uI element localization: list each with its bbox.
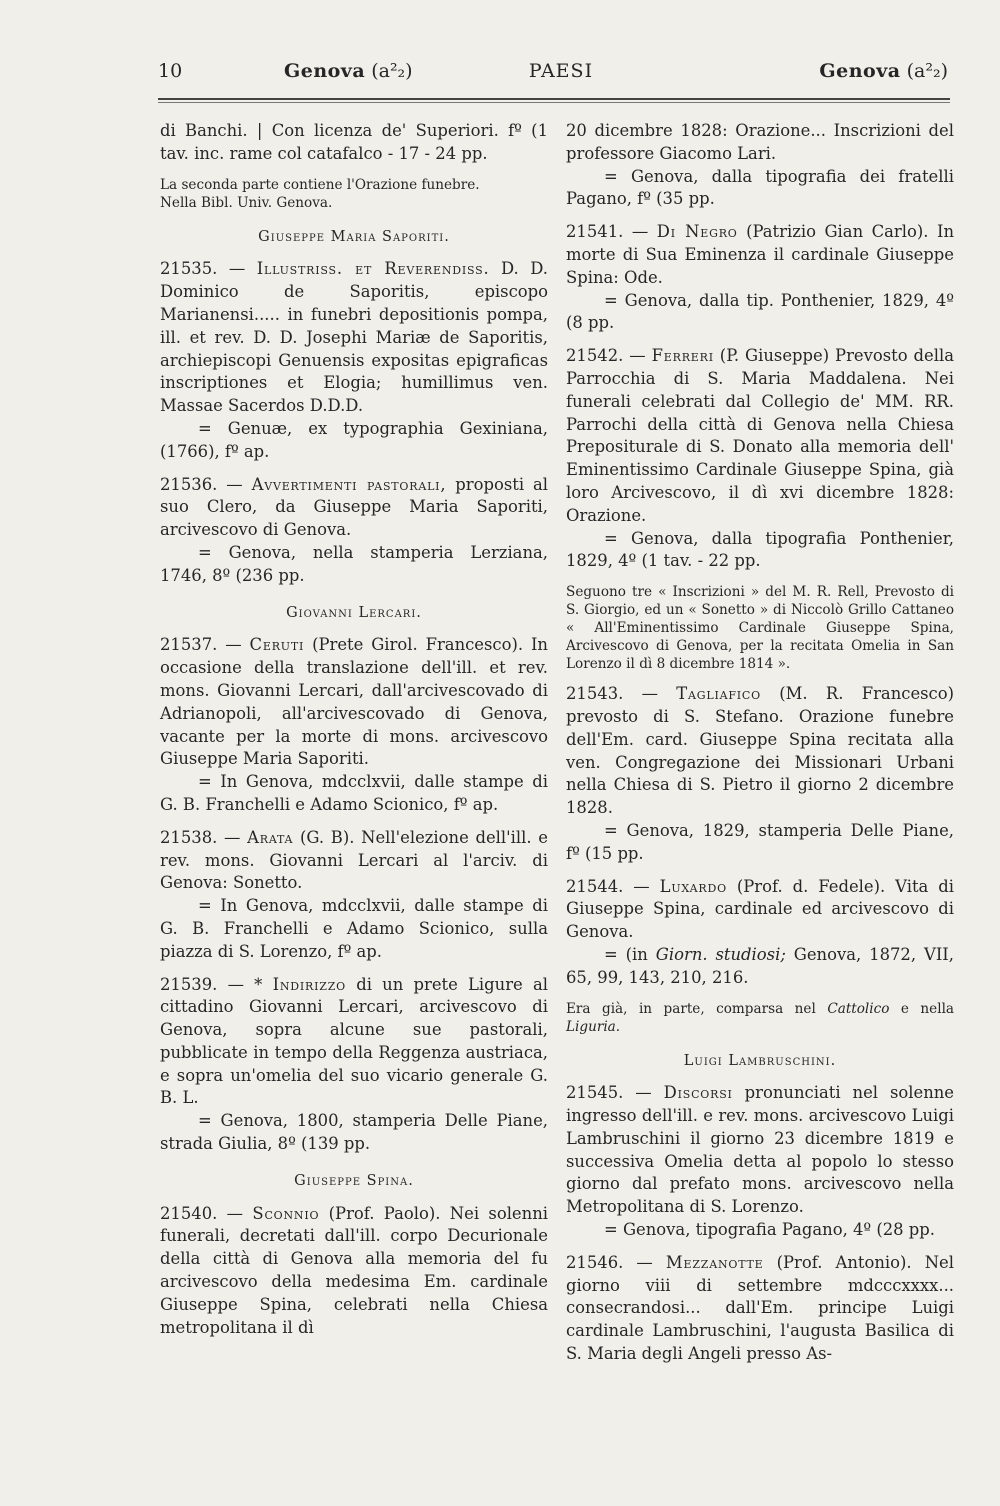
entry-21539 — [160, 974, 548, 1156]
entry-title: Arata — [247, 827, 294, 847]
entry-note: La seconda parte contiene l'Orazione funebre. Nella Bibl. Univ. Genova. — [160, 176, 480, 211]
entry-imprint: = Genuæ, ex typographia Gexiniana, (1766), fº ap. — [160, 418, 548, 461]
entry-body: proposti al suo Clero, da Giuseppe Maria Saporiti, arcivescovo di Genova. — [160, 474, 548, 540]
page-number: 10 — [158, 60, 183, 82]
entry-body: di un prete Ligure al cittadino Giovanni Lercari, arcivescovo di Genova, sopra alcune sue pastorali, pubblicate in tempo della Reggenza austriaca, e sopra un'omelia del suo vicario generale G. B. L. — [160, 974, 548, 1108]
entry-number: 21541. — — [566, 222, 649, 242]
entry-title: Illustriss. et Reverendiss. — [256, 259, 490, 279]
entry-21545 — [566, 1082, 954, 1242]
section-heading: Giovanni Lercari. — [286, 604, 422, 621]
entry-number: 21535. — — [160, 259, 246, 279]
entry-number: 21538. — — [160, 827, 241, 847]
entry-21540 — [160, 1203, 548, 1340]
entry-number: 21540. — — [160, 1203, 244, 1223]
entry-imprint: = Genova, dalla tip. Ponthenier, 1829, 4º (8 pp. — [566, 290, 954, 333]
entry-imprint: = Genova, tipografia Pagano, 4º (28 pp. — [604, 1220, 935, 1240]
entry-number: 21539. — * — [160, 974, 263, 994]
entry-21542 — [566, 345, 954, 573]
header-right-code: (a²₂) — [906, 60, 948, 82]
entry-title: Mezzanotte — [665, 1252, 764, 1272]
entry-body: (G. B). Nell'elezione dell'ill. e rev. mons. Giovanni Lercari al l'arciv. di Genova: Sonetto. — [160, 827, 549, 893]
entry-number: 21544. — — [566, 876, 650, 896]
header-rule-thin — [158, 102, 950, 103]
header-right — [819, 60, 948, 82]
entry-imprint: = Genova, nella stamperia Lerziana, 1746, 8º (236 pp. — [160, 542, 548, 585]
entry-imprint: = In Genova, mdcclxvii, dalle stampe di G. B. Franchelli e Adamo Scionico, sulla piazza di S. Lorenzo, fº ap. — [160, 896, 548, 961]
header-left-code: (a²₂) — [371, 60, 413, 82]
entry-number: 21543. — — [566, 684, 659, 704]
entry-21538 — [160, 827, 548, 964]
entry-body: (Prof. Antonio). Nel giorno viii di settembre mdcccxxxx... consecrandosi... dall'Em. principe Luigi cardinale Lambruschini, l'augusta Basilica di S. Maria degli Angeli presso As- — [566, 1252, 954, 1364]
header-left — [284, 60, 413, 82]
entry-title: Discorsi — [663, 1083, 733, 1103]
entry-imprint: = (in Giorn. studiosi; Genova, 1872, VII, 65, 99, 143, 210, 216. — [566, 944, 954, 987]
entry-21543 — [566, 683, 954, 865]
entry-title: Avvertimenti pastorali, — [251, 474, 447, 494]
right-column — [566, 120, 954, 1376]
entry-note: Seguono tre « Inscrizioni » del M. R. Rell, Prevosto di S. Giorgio, ed un « Sonetto » di Niccolò Grillo Cattaneo « All'Eminentissimo Cardinale Giuseppe Spina, Arcivescovo di Genova, per la recitata Omelia in San Lorenzo il dì 8 dicembre 1814 ». — [566, 584, 954, 673]
entry-continued — [160, 120, 548, 166]
entry-imprint: = Genova, dalla tipografia dei fratelli Pagano, fº (35 pp. — [566, 166, 954, 209]
entry-imprint: = In Genova, mdcclxvii, dalle stampe di G. B. Franchelli e Adamo Scionico, fº ap. — [160, 772, 548, 814]
entry-number: 21542. — — [566, 346, 646, 366]
entry-body: di Banchi. | Con licenza de' Superiori. fº (1 tav. inc. rame col catafalco - 17 - 24 pp. — [160, 121, 548, 163]
entry-title: Di Negro — [656, 222, 738, 242]
entry-number: 21536. — — [160, 474, 243, 494]
entry-title: Ceruti — [249, 635, 305, 655]
entry-body: (Patrizio Gian Carlo). In morte di Sua Eminenza il cardinale Giuseppe Spina: Ode. — [566, 222, 955, 287]
entry-title: Indirizzo — [272, 974, 346, 994]
entry-21537 — [160, 634, 548, 816]
section-heading: Giuseppe Maria Saporiti. — [258, 228, 450, 245]
entry-number: 21545. — — [566, 1083, 652, 1103]
header-center: PAESI — [528, 60, 594, 82]
entry-body: (Prof. d. Fedele). Vita di Giuseppe Spina, cardinale ed arcivescovo di Genova. — [566, 876, 954, 942]
entry-number: 21546. — — [566, 1252, 653, 1272]
entry-title: Ferreri — [651, 346, 714, 366]
entry-imprint: = Genova, 1800, stamperia Delle Piane, strada Giulia, 8º (139 pp. — [160, 1111, 548, 1154]
entry-title: Sconnio — [252, 1203, 320, 1223]
entry-21544 — [566, 876, 954, 990]
left-column — [160, 120, 548, 1349]
entry-imprint: = Genova, 1829, stamperia Delle Piane, fº (15 pp. — [566, 820, 954, 863]
header-left-place: Genova — [284, 60, 366, 82]
entry-21536 — [160, 474, 548, 588]
entry-number: 21537. — — [160, 635, 242, 655]
entry-body: D. D. Dominico de Saporitis, episcopo Marianensi..... in funebri depositionis pompa, ill. et rev. D. D. Josephi Mariæ de Saporitis, archiepiscopi Genuensis expositas epigraficas inscriptiones et Elogia; humillimus ven. Massae Sacerdos D.D.D. — [160, 259, 548, 416]
entry-body: (Prof. Paolo). Nei solenni funerali, decretati dall'ill. corpo Decurionale della città di Genova alla memoria del fu arcivescovo della medesima Em. cardinale Giuseppe Spina, celebrati nella Chiesa metropolitana il dì — [160, 1203, 548, 1337]
entry-title: Luxardo — [659, 876, 727, 896]
entry-body: 20 dicembre 1828: Orazione... Inscrizioni del professore Giacomo Lari. — [566, 121, 954, 163]
entry-21546 — [566, 1252, 954, 1366]
header-right-place: Genova — [819, 60, 901, 82]
entry-body: (P. Giuseppe) Prevosto della Parrocchia di S. Maria Maddalena. Nei funerali celebrati dal Collegio de' MM. RR. Parrochi della città di Genova nella Chiesa Prepositurale di S. Donato alla memoria dell' Eminentissimo Cardinale Giuseppe Spina, già loro Arcivescovo, il dì xvi dicembre 1828: Orazione. — [566, 346, 954, 525]
entry-body: pronunciati nel solenne ingresso dell'ill. e rev. mons. arcivescovo Luigi Lambruschini il giorno 23 dicembre 1819 e successiva Omelia detta al popolo lo stesso giorno dal prefato mons. arcivescovo nella Metropolitana di S. Lorenzo. — [566, 1083, 955, 1217]
entry-21535 — [160, 258, 548, 463]
entry-note: Era già, in parte, comparsa nel Cattolico e nella Liguria. — [566, 1000, 955, 1035]
entry-title: Tagliafico — [676, 684, 761, 704]
entry-imprint: = Genova, dalla tipografia Ponthenier, 1829, 4º (1 tav. - 22 pp. — [566, 528, 954, 571]
entry-21541 — [566, 221, 954, 335]
entry-21540-continued — [566, 120, 954, 211]
entry-body: (M. R. Francesco) prevosto di S. Stefano. Orazione funebre dell'Em. card. Giuseppe Spina recitata alla ven. Congregazione dei Missionari Urbani nella Chiesa di S. Pietro il giorno 2 dicembre 1828. — [566, 684, 954, 818]
header-rule — [158, 98, 950, 100]
section-heading: Giuseppe Spina. — [294, 1172, 414, 1189]
entry-body: (Prete Girol. Francesco). In occasione della translazione dell'ill. et rev. mons. Giovanni Lercari, dall'arcivescovado di Adrianopoli, all'arcivescovado di Genova, vacante per la morte di mons. arcivescovo Giuseppe Maria Saporiti. — [160, 635, 548, 769]
running-header — [158, 60, 948, 90]
section-heading: Luigi Lambruschini. — [683, 1052, 837, 1069]
